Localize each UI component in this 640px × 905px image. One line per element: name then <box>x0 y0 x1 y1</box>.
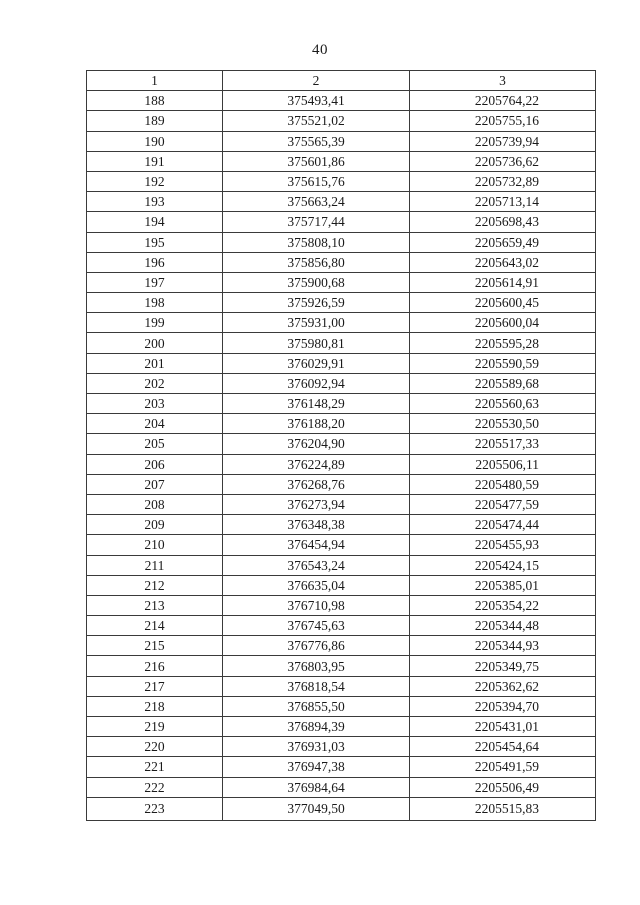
point-number-cell: 221 <box>87 757 223 777</box>
x-coordinate-cell: 375601,86 <box>223 151 410 171</box>
y-coordinate-cell: 2205454,64 <box>410 737 596 757</box>
table-row <box>87 515 596 535</box>
table-row <box>87 91 596 111</box>
table-row <box>87 616 596 636</box>
table-row <box>87 636 596 656</box>
y-coordinate-cell: 2205764,22 <box>410 91 596 111</box>
point-number-cell: 212 <box>87 575 223 595</box>
point-number-cell: 208 <box>87 494 223 514</box>
table-row <box>87 373 596 393</box>
point-number-cell: 203 <box>87 394 223 414</box>
y-coordinate-cell: 2205431,01 <box>410 717 596 737</box>
table-row <box>87 353 596 373</box>
y-coordinate-cell: 2205736,62 <box>410 151 596 171</box>
point-number-cell: 197 <box>87 272 223 292</box>
table-row <box>87 434 596 454</box>
table-row <box>87 252 596 272</box>
table-row <box>87 232 596 252</box>
table-row <box>87 717 596 737</box>
y-coordinate-cell: 2205491,59 <box>410 757 596 777</box>
table-row <box>87 474 596 494</box>
point-number-cell: 193 <box>87 192 223 212</box>
coordinates-table <box>86 70 596 821</box>
y-coordinate-cell: 2205590,59 <box>410 353 596 373</box>
column-header-3: 3 <box>410 71 596 91</box>
x-coordinate-cell: 375926,59 <box>223 293 410 313</box>
point-number-cell: 194 <box>87 212 223 232</box>
point-number-cell: 218 <box>87 696 223 716</box>
x-coordinate-cell: 376268,76 <box>223 474 410 494</box>
x-coordinate-cell: 375615,76 <box>223 171 410 191</box>
y-coordinate-cell: 2205354,22 <box>410 595 596 615</box>
point-number-cell: 223 <box>87 797 223 820</box>
y-coordinate-cell: 2205344,93 <box>410 636 596 656</box>
table-row <box>87 535 596 555</box>
point-number-cell: 204 <box>87 414 223 434</box>
x-coordinate-cell: 375565,39 <box>223 131 410 151</box>
x-coordinate-cell: 376984,64 <box>223 777 410 797</box>
point-number-cell: 215 <box>87 636 223 656</box>
y-coordinate-cell: 2205480,59 <box>410 474 596 494</box>
table-row <box>87 494 596 514</box>
x-coordinate-cell: 375931,00 <box>223 313 410 333</box>
point-number-cell: 211 <box>87 555 223 575</box>
table-row <box>87 111 596 131</box>
y-coordinate-cell: 2205474,44 <box>410 515 596 535</box>
x-coordinate-cell: 376931,03 <box>223 737 410 757</box>
table-row <box>87 757 596 777</box>
column-header-2: 2 <box>223 71 410 91</box>
table-row <box>87 797 596 820</box>
x-coordinate-cell: 375663,24 <box>223 192 410 212</box>
y-coordinate-cell: 2205614,91 <box>410 272 596 292</box>
table-row <box>87 777 596 797</box>
table-row <box>87 454 596 474</box>
point-number-cell: 195 <box>87 232 223 252</box>
x-coordinate-cell: 376803,95 <box>223 656 410 676</box>
table-row <box>87 595 596 615</box>
x-coordinate-cell: 375856,80 <box>223 252 410 272</box>
point-number-cell: 199 <box>87 313 223 333</box>
y-coordinate-cell: 2205517,33 <box>410 434 596 454</box>
x-coordinate-cell: 375717,44 <box>223 212 410 232</box>
x-coordinate-cell: 375980,81 <box>223 333 410 353</box>
y-coordinate-cell: 2205349,75 <box>410 656 596 676</box>
x-coordinate-cell: 376745,63 <box>223 616 410 636</box>
point-number-cell: 214 <box>87 616 223 636</box>
x-coordinate-cell: 376224,89 <box>223 454 410 474</box>
point-number-cell: 191 <box>87 151 223 171</box>
point-number-cell: 192 <box>87 171 223 191</box>
table-row <box>87 192 596 212</box>
y-coordinate-cell: 2205755,16 <box>410 111 596 131</box>
point-number-cell: 188 <box>87 91 223 111</box>
point-number-cell: 196 <box>87 252 223 272</box>
y-coordinate-cell: 2205477,59 <box>410 494 596 514</box>
x-coordinate-cell: 376148,29 <box>223 394 410 414</box>
point-number-cell: 216 <box>87 656 223 676</box>
point-number-cell: 206 <box>87 454 223 474</box>
x-coordinate-cell: 376776,86 <box>223 636 410 656</box>
table-header-row <box>87 71 596 91</box>
y-coordinate-cell: 2205506,49 <box>410 777 596 797</box>
x-coordinate-cell: 375808,10 <box>223 232 410 252</box>
point-number-cell: 189 <box>87 111 223 131</box>
table-row <box>87 272 596 292</box>
table-row <box>87 555 596 575</box>
table-row <box>87 575 596 595</box>
y-coordinate-cell: 2205698,43 <box>410 212 596 232</box>
point-number-cell: 209 <box>87 515 223 535</box>
y-coordinate-cell: 2205530,50 <box>410 414 596 434</box>
table-row <box>87 151 596 171</box>
table-row <box>87 131 596 151</box>
x-coordinate-cell: 375900,68 <box>223 272 410 292</box>
x-coordinate-cell: 376029,91 <box>223 353 410 373</box>
table-body <box>87 91 596 821</box>
x-coordinate-cell: 376894,39 <box>223 717 410 737</box>
point-number-cell: 213 <box>87 595 223 615</box>
x-coordinate-cell: 376273,94 <box>223 494 410 514</box>
x-coordinate-cell: 376818,54 <box>223 676 410 696</box>
y-coordinate-cell: 2205560,63 <box>410 394 596 414</box>
x-coordinate-cell: 376635,04 <box>223 575 410 595</box>
x-coordinate-cell: 375521,02 <box>223 111 410 131</box>
y-coordinate-cell: 2205506,11 <box>410 454 596 474</box>
y-coordinate-cell: 2205385,01 <box>410 575 596 595</box>
table-row <box>87 414 596 434</box>
y-coordinate-cell: 2205739,94 <box>410 131 596 151</box>
y-coordinate-cell: 2205424,15 <box>410 555 596 575</box>
table-row <box>87 333 596 353</box>
table-row <box>87 676 596 696</box>
table-row <box>87 313 596 333</box>
y-coordinate-cell: 2205643,02 <box>410 252 596 272</box>
table-row <box>87 737 596 757</box>
point-number-cell: 220 <box>87 737 223 757</box>
y-coordinate-cell: 2205362,62 <box>410 676 596 696</box>
y-coordinate-cell: 2205589,68 <box>410 373 596 393</box>
x-coordinate-cell: 376543,24 <box>223 555 410 575</box>
x-coordinate-cell: 376348,38 <box>223 515 410 535</box>
column-header-1: 1 <box>87 71 223 91</box>
point-number-cell: 217 <box>87 676 223 696</box>
x-coordinate-cell: 376855,50 <box>223 696 410 716</box>
y-coordinate-cell: 2205595,28 <box>410 333 596 353</box>
point-number-cell: 201 <box>87 353 223 373</box>
point-number-cell: 219 <box>87 717 223 737</box>
y-coordinate-cell: 2205713,14 <box>410 192 596 212</box>
y-coordinate-cell: 2205515,83 <box>410 797 596 820</box>
table-row <box>87 656 596 676</box>
y-coordinate-cell: 2205344,48 <box>410 616 596 636</box>
table-row <box>87 171 596 191</box>
point-number-cell: 198 <box>87 293 223 313</box>
y-coordinate-cell: 2205732,89 <box>410 171 596 191</box>
y-coordinate-cell: 2205659,49 <box>410 232 596 252</box>
x-coordinate-cell: 376092,94 <box>223 373 410 393</box>
y-coordinate-cell: 2205394,70 <box>410 696 596 716</box>
table-row <box>87 212 596 232</box>
x-coordinate-cell: 377049,50 <box>223 797 410 820</box>
point-number-cell: 205 <box>87 434 223 454</box>
point-number-cell: 222 <box>87 777 223 797</box>
x-coordinate-cell: 376204,90 <box>223 434 410 454</box>
y-coordinate-cell: 2205600,04 <box>410 313 596 333</box>
y-coordinate-cell: 2205455,93 <box>410 535 596 555</box>
y-coordinate-cell: 2205600,45 <box>410 293 596 313</box>
point-number-cell: 190 <box>87 131 223 151</box>
point-number-cell: 202 <box>87 373 223 393</box>
x-coordinate-cell: 376947,38 <box>223 757 410 777</box>
page-number: 40 <box>312 42 328 58</box>
table-row <box>87 696 596 716</box>
table-row <box>87 394 596 414</box>
point-number-cell: 200 <box>87 333 223 353</box>
x-coordinate-cell: 376454,94 <box>223 535 410 555</box>
point-number-cell: 210 <box>87 535 223 555</box>
x-coordinate-cell: 376188,20 <box>223 414 410 434</box>
table-row <box>87 293 596 313</box>
x-coordinate-cell: 375493,41 <box>223 91 410 111</box>
point-number-cell: 207 <box>87 474 223 494</box>
x-coordinate-cell: 376710,98 <box>223 595 410 615</box>
